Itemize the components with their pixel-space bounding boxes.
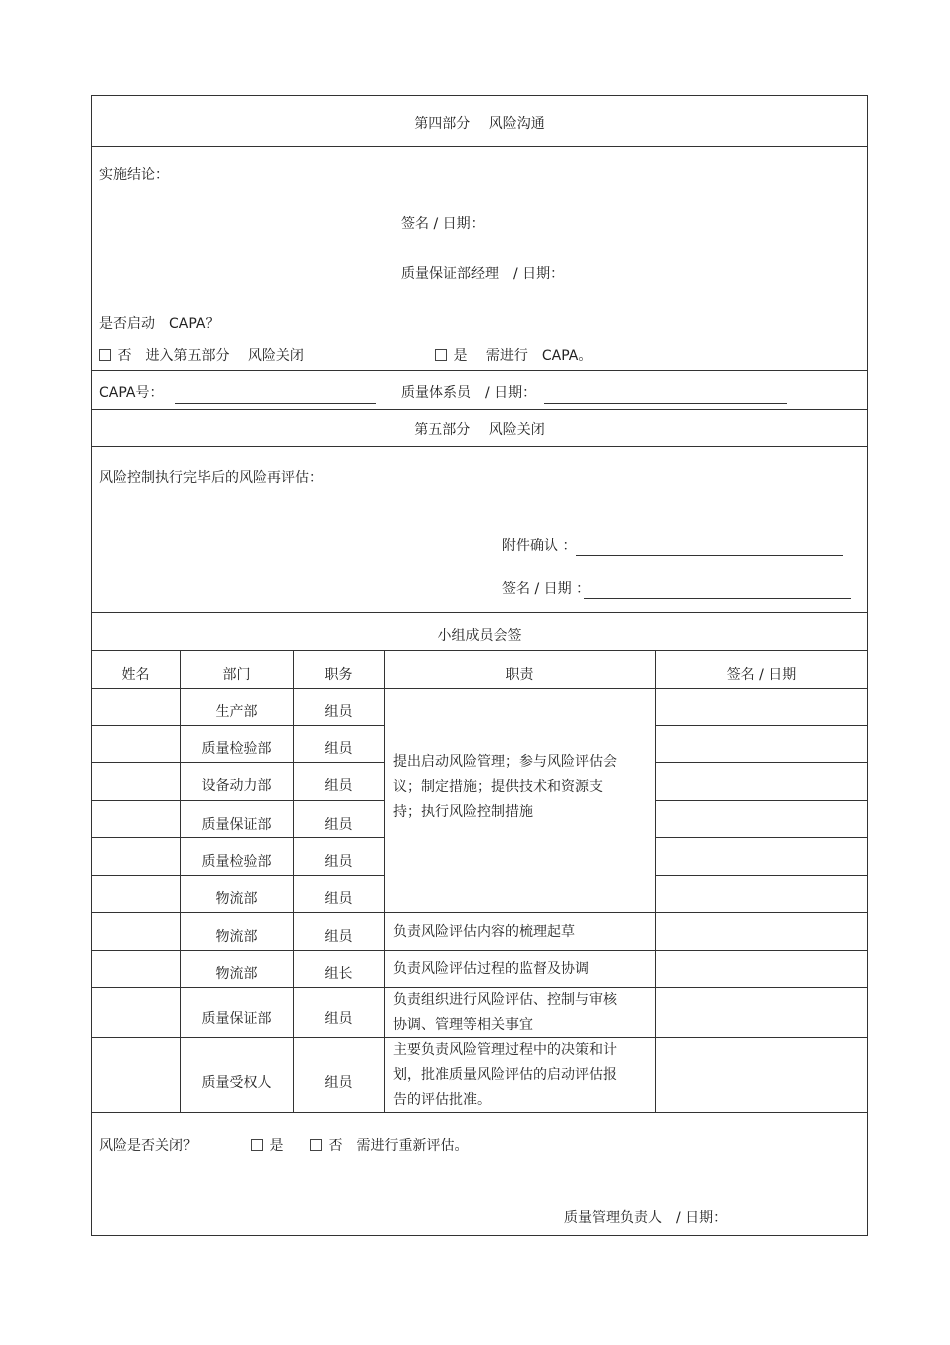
row-divider bbox=[91, 762, 385, 763]
row-role: 组员 bbox=[324, 778, 353, 794]
row-role: 组员 bbox=[324, 854, 353, 870]
row-divider bbox=[91, 875, 385, 876]
row-divider bbox=[655, 875, 868, 876]
col-divider bbox=[384, 650, 385, 1112]
section5-title: 第五部分 风险关闭 bbox=[414, 422, 545, 438]
row-dept: 质量保证部 bbox=[201, 1011, 272, 1027]
risk-closed-question: 风险是否关闭？ bbox=[99, 1138, 197, 1154]
closed-yes-option[interactable] bbox=[251, 1138, 283, 1154]
row-role: 组员 bbox=[324, 817, 353, 833]
checkbox-closed-yes[interactable] bbox=[251, 1139, 263, 1151]
col-divider bbox=[655, 650, 656, 1112]
divider bbox=[91, 370, 868, 371]
header-name: 姓名 bbox=[121, 667, 150, 683]
reassess-label: 风险控制执行完毕后的风险再评估： bbox=[99, 470, 323, 486]
checkbox-closed-no[interactable] bbox=[310, 1139, 322, 1151]
divider bbox=[91, 409, 868, 410]
divider bbox=[91, 688, 868, 689]
yes-option-label: 是 需进行 CAPA。 bbox=[453, 348, 593, 364]
qs-staff-label: 质量体系员 / 日期： bbox=[401, 385, 537, 401]
sign-date-label: 签名 / 日期： bbox=[401, 216, 485, 232]
attachment-confirm-field[interactable] bbox=[576, 555, 843, 556]
row-role: 组员 bbox=[324, 1011, 353, 1027]
header-duty: 职责 bbox=[505, 667, 534, 683]
closed-no-label: 否 需进行重新评估。 bbox=[328, 1138, 469, 1154]
duty-text: 负责组织进行风险评估、控制与审核协调、管理等相关事宜 bbox=[393, 992, 617, 1033]
row-divider bbox=[91, 912, 868, 913]
row-divider bbox=[655, 762, 868, 763]
closed-yes-label: 是 bbox=[269, 1138, 284, 1154]
capa-yes-option[interactable] bbox=[435, 348, 592, 364]
divider bbox=[91, 146, 868, 147]
row-role: 组长 bbox=[324, 966, 353, 982]
checkbox-yes[interactable] bbox=[435, 349, 447, 361]
qa-manager-label: 质量保证部经理 / 日期： bbox=[401, 266, 565, 282]
capa-no-option[interactable] bbox=[99, 348, 304, 364]
row-dept: 质量检验部 bbox=[201, 741, 272, 757]
row-dept: 质量受权人 bbox=[201, 1075, 272, 1091]
row-divider bbox=[655, 837, 868, 838]
row-divider bbox=[91, 837, 385, 838]
row-role: 组员 bbox=[324, 741, 353, 757]
row-role: 组员 bbox=[324, 1075, 353, 1091]
capa-number-label: CAPA号： bbox=[99, 385, 164, 401]
header-role: 职务 bbox=[324, 667, 353, 683]
row-divider bbox=[91, 800, 385, 801]
duty-text: 提出启动风险管理；参与风险评估会议；制定措施；提供技术和资源支持；执行风险控制措施 bbox=[393, 754, 617, 820]
row-dept: 物流部 bbox=[215, 929, 258, 945]
row-dept: 质量检验部 bbox=[201, 854, 272, 870]
row-divider bbox=[91, 950, 868, 951]
duty-text: 负责风险评估过程的监督及协调 bbox=[393, 961, 589, 977]
qs-staff-field[interactable] bbox=[544, 403, 787, 404]
header-dept: 部门 bbox=[222, 667, 251, 683]
row-role: 组员 bbox=[324, 891, 353, 907]
conclusion-label: 实施结论： bbox=[99, 167, 169, 183]
checkbox-no[interactable] bbox=[99, 349, 111, 361]
section4-title: 第四部分 风险沟通 bbox=[414, 116, 545, 132]
row-divider bbox=[655, 800, 868, 801]
no-option-label: 否 进入第五部分 风险关闭 bbox=[117, 348, 304, 364]
divider bbox=[91, 446, 868, 447]
qm-head-label: 质量管理负责人 / 日期： bbox=[564, 1210, 728, 1226]
closed-no-option[interactable] bbox=[310, 1138, 468, 1154]
divider bbox=[91, 612, 868, 613]
row-divider bbox=[91, 725, 385, 726]
row-divider bbox=[655, 725, 868, 726]
team-title: 小组成员会签 bbox=[437, 628, 522, 644]
capa-number-field[interactable] bbox=[175, 403, 376, 404]
divider bbox=[91, 650, 868, 651]
row-dept: 生产部 bbox=[215, 704, 258, 720]
row-dept: 物流部 bbox=[215, 966, 258, 982]
row-dept: 设备动力部 bbox=[201, 778, 272, 794]
header-sign: 签名 / 日期 bbox=[726, 667, 797, 683]
duty-text: 主要负责风险管理过程中的决策和计划，批准质量风险评估的启动评估报告的评估批准。 bbox=[393, 1042, 617, 1108]
row-role: 组员 bbox=[324, 704, 353, 720]
attachment-confirm-label: 附件确认 ： bbox=[502, 538, 577, 554]
section5-sign-label: 签名 / 日期 ： bbox=[502, 581, 591, 597]
capa-question: 是否启动 CAPA？ bbox=[99, 316, 220, 332]
duty-text: 负责风险评估内容的梳理起草 bbox=[393, 924, 575, 940]
row-role: 组员 bbox=[324, 929, 353, 945]
section5-sign-field[interactable] bbox=[584, 598, 851, 599]
row-dept: 物流部 bbox=[215, 891, 258, 907]
row-dept: 质量保证部 bbox=[201, 817, 272, 833]
